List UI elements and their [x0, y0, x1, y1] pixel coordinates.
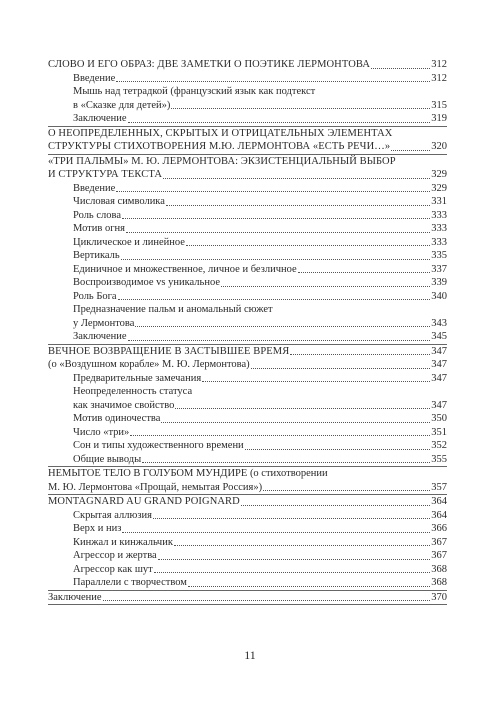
- toc-entry-title-rest: (о стихотворении: [247, 468, 328, 479]
- dot-leader: [116, 191, 430, 192]
- toc-page-number: 350: [431, 413, 447, 424]
- toc-entry-title: ВЕЧНОЕ ВОЗВРАЩЕНИЕ В ЗАСТЫВШЕЕ ВРЕМЯ: [48, 345, 290, 357]
- toc-entry-title: Число «три»: [73, 426, 130, 438]
- toc-entry-title: в «Сказке для детей»): [73, 99, 171, 111]
- toc-entry: [48, 412, 447, 426]
- toc-entry: [48, 358, 447, 372]
- toc-entry: [48, 209, 447, 223]
- toc-entry-title: Кинжал и кинжальчик: [73, 536, 173, 548]
- dot-leader: [251, 368, 431, 369]
- toc-entry: [48, 195, 447, 209]
- toc-entry-title: Введение: [73, 72, 116, 84]
- toc-page-number: 364: [431, 509, 447, 521]
- toc-entry-title: Единичное и множественное, личное и безличное: [73, 263, 297, 275]
- dot-leader: [161, 422, 430, 423]
- toc-page-number: 366: [431, 523, 447, 534]
- toc-entry-title: Предварительные замечания: [73, 372, 202, 384]
- toc-entry: [48, 236, 447, 250]
- toc-entry-title: Мотив огня: [73, 223, 125, 234]
- toc-entry-title: Введение: [73, 182, 116, 194]
- toc-entry: [48, 426, 447, 440]
- toc-entry-title: Агрессор и жертва: [73, 550, 157, 561]
- toc-entry: [48, 481, 447, 495]
- dot-leader: [391, 150, 430, 151]
- dot-leader: [241, 505, 430, 506]
- toc-page-number: 320: [431, 141, 447, 152]
- dot-leader: [122, 218, 430, 219]
- toc-entry: [48, 509, 447, 523]
- toc-page-number: 355: [431, 453, 447, 465]
- dot-leader: [121, 259, 431, 260]
- toc-entry-title-line: [48, 467, 447, 481]
- toc-page-number: 370: [431, 591, 447, 603]
- toc-entry: [48, 495, 447, 509]
- dot-leader: [290, 354, 430, 355]
- toc-entry-title: Сон и типы художественного времени: [73, 440, 244, 451]
- toc-entry: [48, 72, 447, 86]
- dot-leader: [130, 435, 430, 436]
- toc-entry: [48, 576, 447, 590]
- toc-entry-title: Числовая символика: [73, 196, 165, 207]
- toc-page-number: 364: [431, 496, 447, 507]
- dot-leader: [128, 340, 431, 341]
- toc-page-number: 368: [431, 577, 447, 588]
- toc-entry: [48, 522, 447, 536]
- toc-page-number: 347: [431, 345, 447, 357]
- toc-entry-title: у Лермонтова: [73, 317, 135, 329]
- toc-page-number: 340: [431, 290, 447, 302]
- toc-entry-title: СТРУКТУРЫ СТИХОТВОРЕНИЯ М.Ю. ЛЕРМОНТОВА «ЕСТЬ РЕЧИ…»: [48, 141, 391, 152]
- toc-page-number: 345: [431, 331, 447, 342]
- toc-entry-title: Заключение: [48, 591, 102, 603]
- toc-entry-title: (о «Воздушном корабле» М. Ю. Лермонтова): [48, 359, 250, 370]
- toc-entry-title-line: Мышь над тетрадкой (французский язык как подтекст: [73, 86, 316, 97]
- toc-entry-title-line: «ТРИ ПАЛЬМЫ» М. Ю. ЛЕРМОНТОВА: ЭКЗИСТЕНЦИАЛЬНЫЙ ВЫБОР: [48, 155, 396, 167]
- toc-entry: [48, 330, 447, 344]
- dot-leader: [122, 532, 430, 533]
- toc-page-number: 343: [431, 317, 447, 329]
- toc-entry: [48, 549, 447, 563]
- toc-entry: [48, 112, 447, 126]
- toc-entry: [48, 591, 447, 605]
- toc-page-number: 357: [431, 481, 447, 493]
- dot-leader: [103, 600, 431, 601]
- toc-page-number: 333: [431, 209, 447, 221]
- toc-page-number: 329: [431, 169, 447, 180]
- toc-group: [48, 155, 447, 345]
- toc-page-number: 333: [431, 223, 447, 234]
- toc-entry-title: Заключение: [73, 331, 127, 342]
- page-number: 11: [244, 648, 256, 662]
- dot-leader: [298, 272, 431, 273]
- toc-entry-title-line: О НЕОПРЕДЕЛЕННЫХ, СКРЫТЫХ И ОТРИЦАТЕЛЬНЫХ ЭЛЕМЕНТАХ: [48, 127, 393, 139]
- toc-page-number: 329: [431, 182, 447, 194]
- toc-entry-title: Воспроизводимое vs уникальное: [73, 277, 220, 288]
- toc-entry-title-line: Предназначение пальм и аномальный сюжет: [73, 304, 273, 315]
- toc-page-number: 315: [431, 99, 447, 111]
- toc-page-number: 333: [431, 236, 447, 248]
- table-of-contents: [48, 58, 447, 605]
- toc-page-number: 347: [431, 399, 447, 411]
- toc-page-number: 319: [431, 113, 447, 124]
- toc-entry-title: Параллели с творчеством: [73, 577, 187, 588]
- toc-entry-title-caps: НЕМЫТОЕ ТЕЛО В ГОЛУБОМ МУНДИРЕ: [48, 468, 248, 479]
- toc-page-number: 335: [431, 250, 447, 261]
- dot-leader: [171, 108, 430, 109]
- dot-leader: [221, 286, 430, 287]
- dot-leader: [154, 572, 430, 573]
- toc-entry-title: Роль слова: [73, 209, 121, 221]
- dot-leader: [142, 462, 430, 463]
- toc-entry: [48, 345, 447, 359]
- toc-entry: [48, 99, 447, 113]
- toc-page-number: 367: [431, 550, 447, 561]
- toc-entry-title: Заключение: [73, 113, 127, 124]
- toc-entry: [48, 168, 447, 182]
- toc-entry: [48, 563, 447, 577]
- toc-group: [48, 127, 447, 155]
- toc-group: [48, 345, 447, 468]
- toc-entry: [48, 222, 447, 236]
- toc-entry: [48, 58, 447, 72]
- toc-entry-title: Общие выводы: [73, 453, 142, 465]
- dot-leader: [166, 205, 430, 206]
- toc-page-number: 351: [431, 426, 447, 438]
- toc-entry-title: MONTAGNARD AU GRAND POIGNARD: [48, 496, 240, 507]
- toc-entry: [48, 249, 447, 263]
- toc-entry-title: Роль Бога: [73, 290, 117, 302]
- toc-entry: [48, 439, 447, 453]
- dot-leader: [202, 381, 430, 382]
- dot-leader: [158, 559, 431, 560]
- toc-page-number: 312: [431, 72, 447, 84]
- toc-entry-title: Агрессор как шут: [73, 563, 153, 575]
- dot-leader: [263, 490, 430, 491]
- toc-group: [48, 58, 447, 127]
- toc-entry: [48, 140, 447, 154]
- toc-group: [48, 495, 447, 591]
- dot-leader: [188, 586, 430, 587]
- dot-leader: [186, 245, 430, 246]
- toc-entry: [48, 399, 447, 413]
- dot-leader: [118, 299, 431, 300]
- toc-entry: [48, 290, 447, 304]
- toc-entry-title: М. Ю. Лермонтова «Прощай, немытая Россия»): [48, 481, 263, 493]
- toc-page-number: 347: [431, 372, 447, 384]
- toc-entry: [48, 276, 447, 290]
- toc-entry-title: СЛОВО И ЕГО ОБРАЗ: ДВЕ ЗАМЕТКИ О ПОЭТИКЕ ЛЕРМОНТОВА: [48, 59, 371, 70]
- toc-entry-title: Скрытая аллюзия: [73, 509, 152, 521]
- toc-group: [48, 467, 447, 495]
- toc-entry: [48, 182, 447, 196]
- dot-leader: [153, 518, 430, 519]
- toc-entry-title: Вертикаль: [73, 250, 120, 261]
- toc-page-number: 312: [431, 59, 447, 70]
- dot-leader: [163, 178, 430, 179]
- toc-entry-title: как значимое свойство: [73, 399, 175, 411]
- dot-leader: [371, 68, 430, 69]
- dot-leader: [245, 449, 431, 450]
- toc-page-number: 337: [431, 263, 447, 275]
- toc-entry: [48, 317, 447, 331]
- toc-page-number: 331: [431, 196, 447, 207]
- dot-leader: [135, 326, 430, 327]
- toc-entry-title: Верх и низ: [73, 523, 122, 534]
- toc-page-number: 347: [431, 359, 447, 370]
- toc-entry-title: Циклическое и линейное: [73, 236, 185, 248]
- dot-leader: [126, 232, 430, 233]
- toc-entry: [48, 536, 447, 550]
- dot-leader: [175, 408, 430, 409]
- toc-entry-title: Мотив одиночества: [73, 413, 161, 424]
- dot-leader: [116, 81, 430, 82]
- toc-group: [48, 591, 447, 606]
- toc-entry-title: И СТРУКТУРА ТЕКСТА: [48, 169, 163, 180]
- toc-entry: [48, 453, 447, 467]
- toc-page-number: 368: [431, 563, 447, 575]
- toc-entry: [48, 263, 447, 277]
- dot-leader: [128, 122, 431, 123]
- dot-leader: [174, 545, 430, 546]
- toc-entry: [48, 372, 447, 386]
- toc-page-number: 367: [431, 536, 447, 548]
- toc-page-number: 352: [431, 440, 447, 451]
- toc-page-number: 339: [431, 277, 447, 288]
- toc-entry-title-line: Неопределенность статуса: [73, 386, 193, 397]
